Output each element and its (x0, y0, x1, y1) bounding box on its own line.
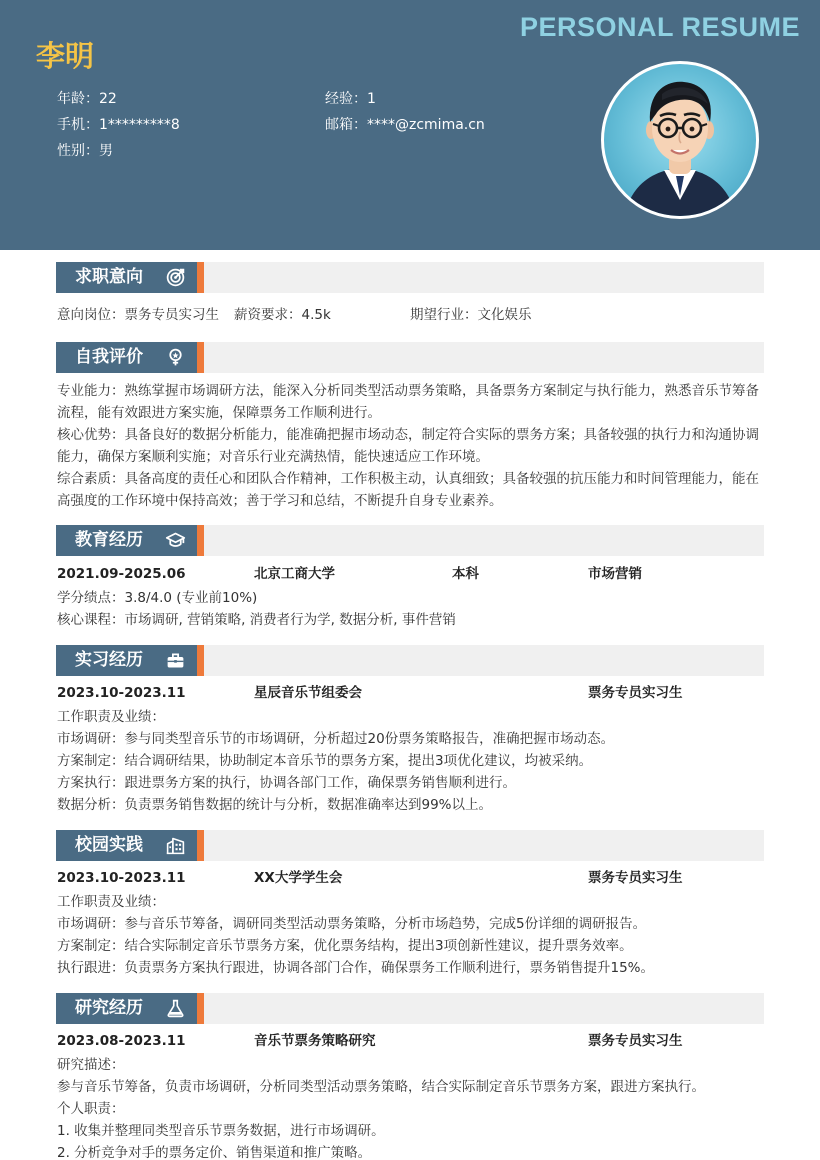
section-title: 自我评价 (75, 347, 143, 367)
internship-line: 市场调研：参与同类型音乐节的市场调研，分析超过20份票务策略报告，准确把握市场动态。 (57, 731, 615, 747)
section-label (56, 830, 197, 861)
internship-period: 2023.10-2023.11 (57, 685, 186, 701)
self-eval-paragraph: 专业能力：熟练掌握市场调研方法，能深入分析同类型活动票务策略，具备票务方案制定与执行能力，熟悉音乐节筹备流程，能有效跟进方案实施，保障票务工作顺利进行。 (57, 383, 759, 421)
section-accent (197, 525, 204, 556)
age-field: 年龄：22 (57, 91, 117, 107)
building-icon (165, 835, 186, 856)
section-label (56, 525, 197, 556)
section-accent (197, 645, 204, 676)
self-eval-paragraph: 综合素质：具备高度的责任心和团队合作精神，工作积极主动，认真细致；具备较强的抗压能力和时间管理能力，能在高强度的工作环境中保持高效；善于学习和总结，不断提升自身专业素养。 (57, 471, 759, 509)
section-title: 实习经历 (75, 650, 143, 670)
phone-field: 手机：1*********8 (57, 117, 180, 133)
section-campus-practice (56, 830, 764, 861)
resume-title: PERSONAL RESUME (519, 12, 800, 42)
education-school: 北京工商大学 (254, 566, 335, 582)
section-label (56, 993, 197, 1024)
campus-line: 方案制定：结合实际制定音乐节票务方案，优化票务结构，提出3项创新性建议，提升票务效率。 (57, 938, 633, 954)
section-label (56, 262, 197, 293)
education-major: 市场营销 (588, 566, 642, 582)
internship-org: 星辰音乐节组委会 (254, 685, 362, 701)
research-period: 2023.08-2023.11 (57, 1033, 186, 1049)
section-title: 研究经历 (75, 998, 143, 1018)
campus-line: 执行跟进：负责票务方案执行跟进，协调各部门合作，确保票务工作顺利进行，票务销售提升15%。 (57, 960, 655, 976)
internship-line: 工作职责及业绩： (57, 709, 165, 725)
gender-field: 性别：男 (57, 143, 113, 159)
email-field: 邮箱：****@zcmima.cn (325, 117, 485, 133)
research-line: 研究描述： (57, 1057, 125, 1073)
campus-row (57, 867, 767, 889)
section-research (56, 993, 764, 1024)
section-accent (197, 262, 204, 293)
section-accent (197, 993, 204, 1024)
section-title: 校园实践 (75, 835, 143, 855)
intent-salary: 薪资要求：4.5k (234, 307, 331, 323)
section-title: 教育经历 (75, 530, 143, 550)
portrait-illustration (604, 64, 756, 216)
internship-line: 方案制定：结合调研结果，协助制定本音乐节的票务方案，提出3项优化建议，均被采纳。 (57, 753, 593, 769)
section-label (56, 342, 197, 373)
target-icon (165, 267, 186, 288)
profile-photo (601, 61, 759, 219)
section-title: 求职意向 (75, 267, 143, 287)
briefcase-icon (165, 650, 186, 671)
campus-role: 票务专员实习生 (588, 870, 683, 886)
award-icon (165, 347, 186, 368)
education-degree: 本科 (452, 566, 479, 582)
resume-header (0, 0, 820, 250)
section-accent (197, 342, 204, 373)
section-self-evaluation (56, 342, 764, 373)
education-gpa: 学分绩点：3.8/4.0 (专业前10%) (57, 590, 258, 606)
campus-line: 市场调研：参与音乐节筹备，调研同类型活动票务策略，分析市场趋势，完成5份详细的调研报告。 (57, 916, 647, 932)
education-courses: 核心课程：市场调研, 营销策略, 消费者行为学, 数据分析, 事件营销 (57, 612, 456, 628)
section-education (56, 525, 764, 556)
self-eval-paragraph: 核心优势：具备良好的数据分析能力，能准确把握市场动态，制定符合实际的票务方案；具备较强的执行力和沟通协调能力，确保方案顺利实施；对音乐行业充满热情，能快速适应工作环境。 (57, 427, 759, 465)
research-line: 个人职责： (57, 1101, 125, 1117)
research-line: 2. 分析竞争对手的票务定价、销售渠道和推广策略。 (57, 1145, 372, 1160)
research-role: 票务专员实习生 (588, 1033, 683, 1049)
research-line: 参与音乐节筹备，负责市场调研，分析同类型活动票务策略，结合实际制定音乐节票务方案，跟进方案执行。 (57, 1079, 705, 1095)
education-row (57, 563, 767, 585)
campus-period: 2023.10-2023.11 (57, 870, 186, 886)
research-project: 音乐节票务策略研究 (254, 1033, 376, 1049)
section-accent (197, 830, 204, 861)
research-row (57, 1030, 767, 1052)
graduation-cap-icon (165, 530, 186, 551)
flask-icon (165, 998, 186, 1019)
internship-row (57, 682, 767, 704)
intent-industry: 期望行业：文化娱乐 (410, 307, 532, 323)
section-label (56, 645, 197, 676)
education-period: 2021.09-2025.06 (57, 566, 186, 582)
section-internship (56, 645, 764, 676)
section-job-intent (56, 262, 764, 293)
internship-line: 数据分析：负责票务销售数据的统计与分析，数据准确率达到99%以上。 (57, 797, 493, 813)
intent-position: 意向岗位：票务专员实习生 (57, 307, 219, 323)
campus-org: XX大学学生会 (254, 870, 343, 886)
campus-line: 工作职责及业绩： (57, 894, 165, 910)
internship-role: 票务专员实习生 (588, 685, 683, 701)
experience-field: 经验：1 (325, 91, 376, 107)
internship-line: 方案执行：跟进票务方案的执行，协调各部门工作，确保票务销售顺利进行。 (57, 775, 516, 791)
research-line: 1. 收集并整理同类型音乐节票务数据，进行市场调研。 (57, 1123, 385, 1139)
candidate-name: 李明 (36, 39, 95, 73)
